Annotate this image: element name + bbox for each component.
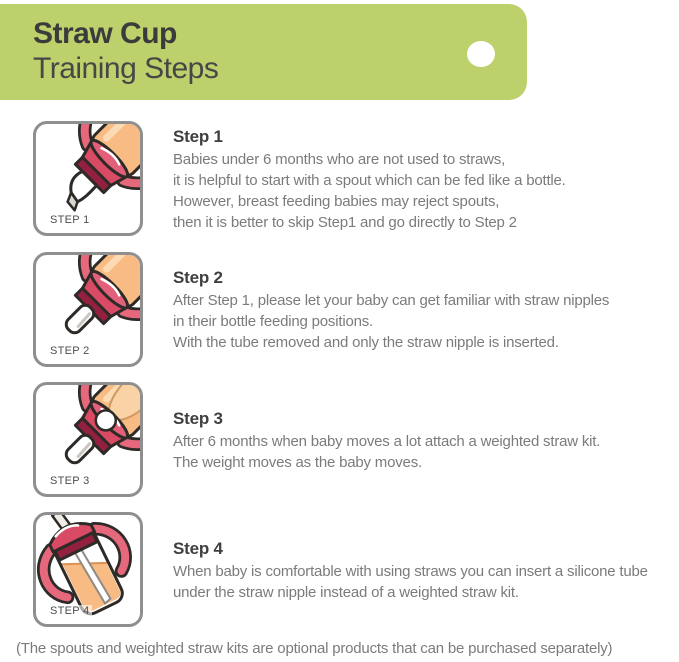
step4-illustration-box	[33, 512, 143, 627]
step-description-line: After 6 months when baby moves a lot attach a weighted straw kit.	[173, 432, 601, 450]
step-description-line: in their bottle feeding positions.	[173, 313, 373, 330]
step-heading: Step 1	[173, 126, 223, 146]
step-text	[173, 407, 600, 473]
step-heading: Step 3	[173, 408, 223, 428]
step2-illustration-box	[33, 252, 143, 367]
step-text	[173, 125, 566, 233]
step-box-label: STEP 2	[50, 345, 90, 357]
step-box-label: STEP 3	[50, 475, 90, 487]
step-description-line: it is helpful to start with a spout which can be fed like a bottle.	[173, 171, 566, 189]
step-row	[33, 252, 679, 367]
header-banner	[0, 4, 527, 100]
footnote: (The spouts and weighted straw kits are optional products that can be purchased separately)	[16, 640, 613, 657]
step-text	[173, 537, 648, 603]
step-description-line: then it is better to skip Step1 and go directly to Step 2	[173, 213, 517, 231]
page-subtitle: Training Steps	[33, 52, 219, 85]
step-row	[33, 382, 679, 497]
decorative-dot	[467, 41, 495, 67]
step-description-line: With the tube removed and only the straw nipple is inserted.	[173, 334, 559, 351]
step3-illustration-box	[33, 382, 143, 497]
step-description-line: However, breast feeding babies may reject spouts,	[173, 192, 500, 210]
step-heading: Step 4	[173, 538, 223, 558]
step-description-line: under the straw nipple instead of a weighted straw kit.	[173, 583, 519, 601]
page-title: Straw Cup	[33, 17, 177, 50]
step-description-line: The weight moves as the baby moves.	[173, 453, 422, 471]
step-description-line: After Step 1, please let your baby can get familiar with straw nipples	[173, 292, 610, 309]
step-box-label: STEP 1	[50, 214, 90, 226]
header-title	[33, 16, 218, 86]
step-row	[33, 512, 679, 627]
step-description-line: When baby is comfortable with using straws you can insert a silicone tube	[173, 562, 648, 580]
step-box-label: STEP 4	[50, 605, 90, 617]
step-row	[33, 121, 679, 236]
step-heading: Step 2	[173, 268, 223, 287]
step-text	[173, 266, 609, 353]
step1-illustration-box	[33, 121, 143, 236]
step-description-line: Babies under 6 months who are not used to straws,	[173, 150, 506, 168]
